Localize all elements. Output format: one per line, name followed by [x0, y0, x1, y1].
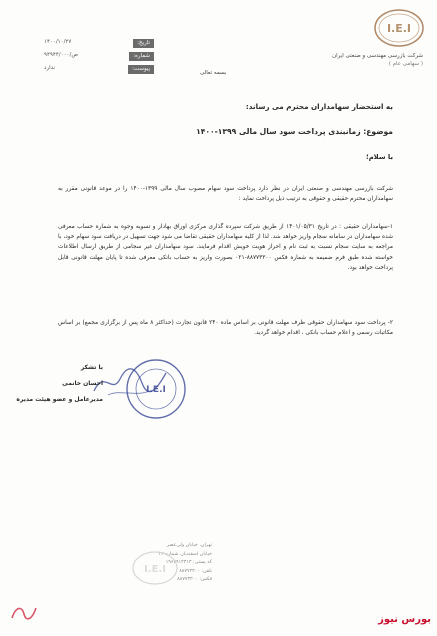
source-watermark: بورس نیوز: [378, 614, 431, 625]
company-type: ( سهامی عام ): [388, 61, 423, 67]
date-value: ۱۴۰۰/۱۰/۲۷: [44, 39, 72, 45]
red-emblem-icon: [8, 600, 40, 624]
footer-line: تهران، خیابان ولی‌عصر: [166, 543, 212, 548]
footer-line: تلفن: ۸۸۷۷۳۳۰۰: [179, 568, 212, 574]
company-name-line1: شرکت بازرسی مهندسی و صنعتی ایران: [332, 53, 423, 59]
attachment-label: پیوست:: [128, 65, 154, 74]
subject-line: موضوع: زمانبندی پرداخت سود سال مالی ۱۳۹۹-۱۴۰۰: [196, 127, 393, 136]
salutation: به استحضار سهامداران محترم می رساند:: [245, 102, 393, 111]
meta-attachment-row: [44, 64, 154, 77]
number-value: ۹۴۹۴۴/ص/۰۰۰: [44, 52, 79, 58]
greeting: با سلام؛: [365, 153, 393, 161]
signer-title: مدیرعامل و عضو هیئت مدیره: [16, 396, 103, 403]
svg-text:I.E.I: I.E.I: [386, 22, 412, 35]
svg-text:I.E.I: I.E.I: [144, 564, 166, 575]
number-label: شماره:: [129, 52, 154, 61]
attachment-value: ندارد: [44, 65, 56, 71]
svg-text:I.E.I: I.E.I: [146, 385, 166, 395]
meta-number-row: [44, 51, 154, 64]
letter-meta: [44, 38, 154, 77]
company-logo: [372, 6, 426, 50]
signer-name: احسان خانمی: [62, 380, 103, 387]
item-2-paragraph: ۲- پرداخت سود سهامداران حقوقی ظرف مهلت قانونی بر اساس ماده ۲۴۰ قانون تجارت (حداکثر ۸ ماه پس از برگزاری مجمع) بر اساس مکاتبات رسمی و اعلام حساب بانکی ، اقدام خواهد گردید.: [58, 320, 393, 337]
date-label: تاریخ:: [133, 39, 154, 48]
intro-paragraph: شرکت بازرسی مهندسی و صنعتی ایران در نظر دارد پرداخت سود سهام مصوب سال مالی ۱۳۹۹-۱۴۰۰ را در موعد قانونی مقرر به سهامداران محترم حقیقی و حقوقی به ترتیب ذیل پرداخت نماید :: [58, 186, 394, 203]
footer-line: کد پستی: ۱۹۶۷۹۱۴۳۱۳: [165, 560, 212, 565]
item-1-paragraph: ۱-سهامداران حقیقی : در تاریخ ۱۴۰۱/۰۵/۳۱ از طریق شرکت سپرده گذاری مرکزی اوراق بهادار و تسویه وجوه به شماره حساب معرفی شده سهامداران در سامانه سجام واریز خواهد شد. لذا از کلیه سهامداران حقیقی تقاضا می شود جهت تسهیل در دریافت سود سهام خود، با مراجعه به سایت سجام نسبت به ثبت نام و احراز هویت خویش اقدام فرمایند. سود سهامداران غیر سجامی از طریق ارسال اطلاعات خواسته شده طبق فرم ضمیمه به شماره فکس ۸۸۷۷۳۳۰۰-۰۲۱ بصورت واریز به حساب بانکی معرفی شده تا پایان مهلت قانونی قابل پرداخت خواهد بود.: [58, 224, 393, 271]
basmala: بسمه تعالی: [200, 70, 227, 76]
footer-logo-icon: [130, 548, 180, 588]
company-name: [273, 52, 423, 68]
meta-date-row: [44, 38, 154, 51]
footer-line: فکس: ۸۸۷۷۳۳۰۰: [177, 577, 212, 582]
footer-line: خیابان اسفندیار، شماره ۲۲: [158, 551, 212, 557]
signature-block: [90, 355, 220, 425]
signature-thanks: با تشکر: [80, 364, 103, 371]
